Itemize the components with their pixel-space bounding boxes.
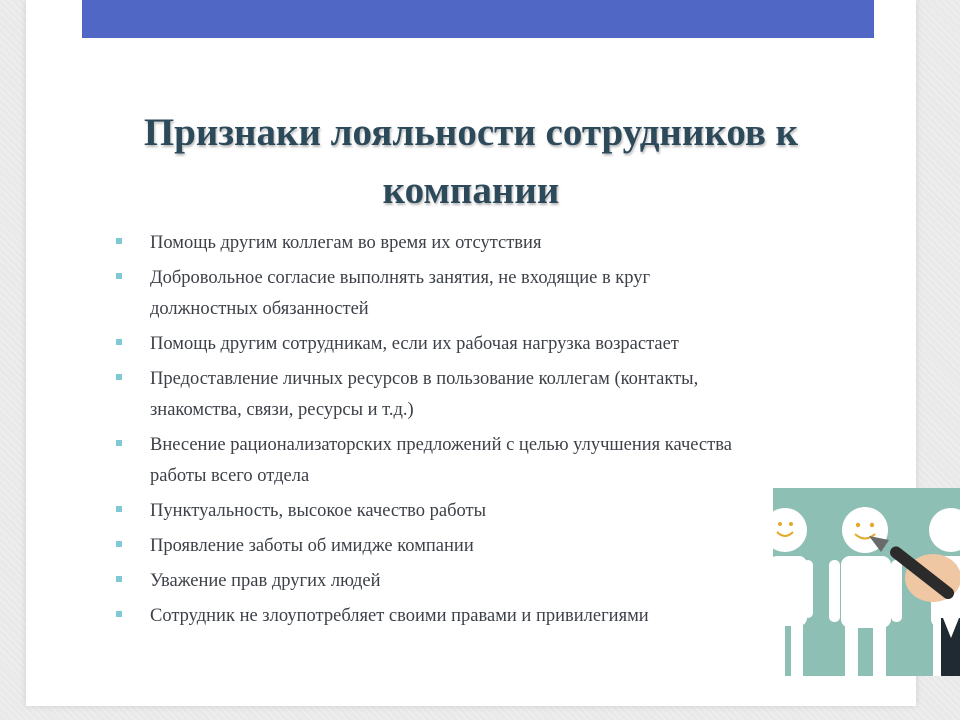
bullet-text: Добровольное согласие выполнять занятия, не входящие в круг (150, 268, 651, 288)
bullet-text: Сотрудник не злоупотребляет своими правами и привилегиями (150, 606, 649, 626)
bullet-item (116, 329, 861, 360)
bullet-marker-icon (116, 541, 122, 547)
header-accent-bar (82, 0, 874, 38)
slide-title (66, 104, 876, 220)
bullet-item (116, 263, 861, 325)
bullet-marker-icon (116, 576, 122, 582)
bullet-marker-icon (116, 339, 122, 345)
title-line-2: компании (382, 169, 560, 212)
bullet-text: Пунктуальность, высокое качество работы (150, 501, 487, 521)
bullet-text: Помощь другим коллегам во время их отсутствия (150, 233, 542, 253)
bullet-text: Уважение прав других людей (150, 571, 381, 591)
bullet-item (116, 364, 861, 426)
bullet-text: Помощь другим сотрудникам, если их рабочая нагрузка возрастает (150, 334, 679, 354)
bullet-text: Проявление заботы об имидже компании (150, 536, 474, 556)
people-with-pen-icon (773, 488, 960, 676)
bullet-list (116, 228, 861, 636)
bullet-marker-icon (116, 238, 122, 244)
bullet-marker-icon (116, 273, 122, 279)
bullet-item (116, 228, 861, 259)
bullet-marker-icon (116, 440, 122, 446)
people-with-pen-illustration (773, 488, 960, 676)
bullet-item (116, 601, 861, 632)
bullet-text: Предоставление личных ресурсов в пользование коллегам (контакты, (150, 369, 699, 389)
bullet-marker-icon (116, 611, 122, 617)
bullet-item (116, 496, 861, 527)
bullet-text-continuation: должностных обязанностей (150, 299, 369, 319)
bullet-marker-icon (116, 506, 122, 512)
bullet-item (116, 531, 861, 562)
bullet-text-continuation: работы всего отдела (150, 466, 310, 486)
bullet-text-continuation: знакомства, связи, ресурсы и т.д.) (150, 400, 414, 420)
bullet-item (116, 566, 861, 597)
bullet-marker-icon (116, 374, 122, 380)
bullet-item (116, 430, 861, 492)
title-line-1: Признаки лояльности сотрудников к (143, 111, 799, 154)
bullet-text: Внесение рационализаторских предложений с целью улучшения качества (150, 435, 732, 455)
